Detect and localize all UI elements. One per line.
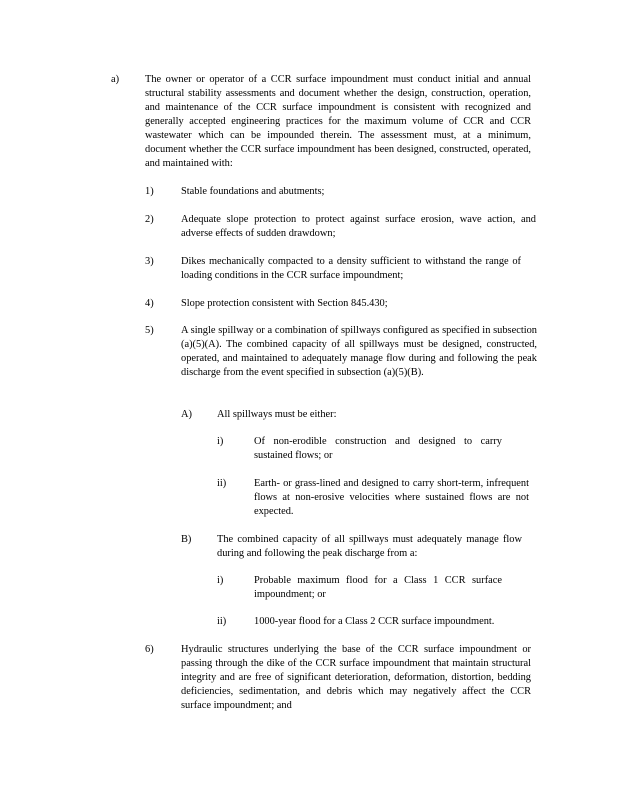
item-5a-i-marker: i) bbox=[217, 436, 224, 447]
item-3-marker: 3) bbox=[145, 256, 154, 267]
item-2-text: Adequate slope protection to protect against surface erosion, wave action, and adverse effects of sudden drawdown; bbox=[181, 214, 536, 239]
item-5a-i-text: Of non-erodible construction and designed to carry sustained flows; or bbox=[254, 436, 502, 461]
item-5a-ii-marker: ii) bbox=[217, 478, 227, 489]
section-a-marker: a) bbox=[111, 74, 120, 85]
item-5b-i-text: Probable maximum flood for a Class 1 CCR surface impoundment; or bbox=[254, 575, 502, 600]
item-4-marker: 4) bbox=[145, 298, 154, 309]
item-5b-ii-text: 1000-year flood for a Class 2 CCR surface impoundment. bbox=[254, 616, 495, 627]
item-5b-i-marker: i) bbox=[217, 575, 224, 586]
item-3-text: Dikes mechanically compacted to a density sufficient to withstand the range of loading conditions in the CCR surface impoundment; bbox=[181, 256, 521, 281]
item-2-marker: 2) bbox=[145, 214, 154, 225]
item-6-marker: 6) bbox=[145, 644, 154, 655]
section-a-text: The owner or operator of a CCR surface impoundment must conduct initial and annual structural stability assessments and document whether the design, construction, operation, and maintenance of the CCR surface impoundment is consistent with recognized and generally accepted engineering practices for the maximum volume of CCR and CCR wastewater which can be impounded therein. The assessment must, at a minimum, document whether the CCR surface impoundment has been designed, constructed, operated, and maintained with: bbox=[145, 74, 531, 169]
item-5-marker: 5) bbox=[145, 325, 154, 336]
item-5b-marker: B) bbox=[181, 534, 192, 545]
item-5a-text: All spillways must be either: bbox=[217, 409, 337, 420]
item-5b-ii-marker: ii) bbox=[217, 616, 227, 627]
item-5b-text: The combined capacity of all spillways must adequately manage flow during and following the peak discharge from a: bbox=[217, 534, 522, 559]
item-4-text: Slope protection consistent with Section 845.430; bbox=[181, 298, 388, 309]
item-5a-ii-text: Earth- or grass-lined and designed to carry short-term, infrequent flows at non-erosive velocities where sustained flows are not expected. bbox=[254, 478, 529, 517]
item-5-text: A single spillway or a combination of spillways configured as specified in subsection (a)(5)(A). The combined capacity of all spillways must be designed, constructed, operated, and maintained to adequately manage flow during and following the peak discharge from the event specified in subsection (a)(5)(B). bbox=[181, 325, 537, 378]
item-6-text: Hydraulic structures underlying the base of the CCR surface impoundment or passing through the dike of the CCR surface impoundment that maintain structural integrity and are free of significant deterioration, deformation, distortion, bedding deficiencies, sedimentation, and debris which may negatively affect the CCR surface impoundment; and bbox=[181, 644, 531, 711]
item-5a-marker: A) bbox=[181, 409, 192, 420]
item-1-marker: 1) bbox=[145, 186, 154, 197]
item-1-text: Stable foundations and abutments; bbox=[181, 186, 325, 197]
